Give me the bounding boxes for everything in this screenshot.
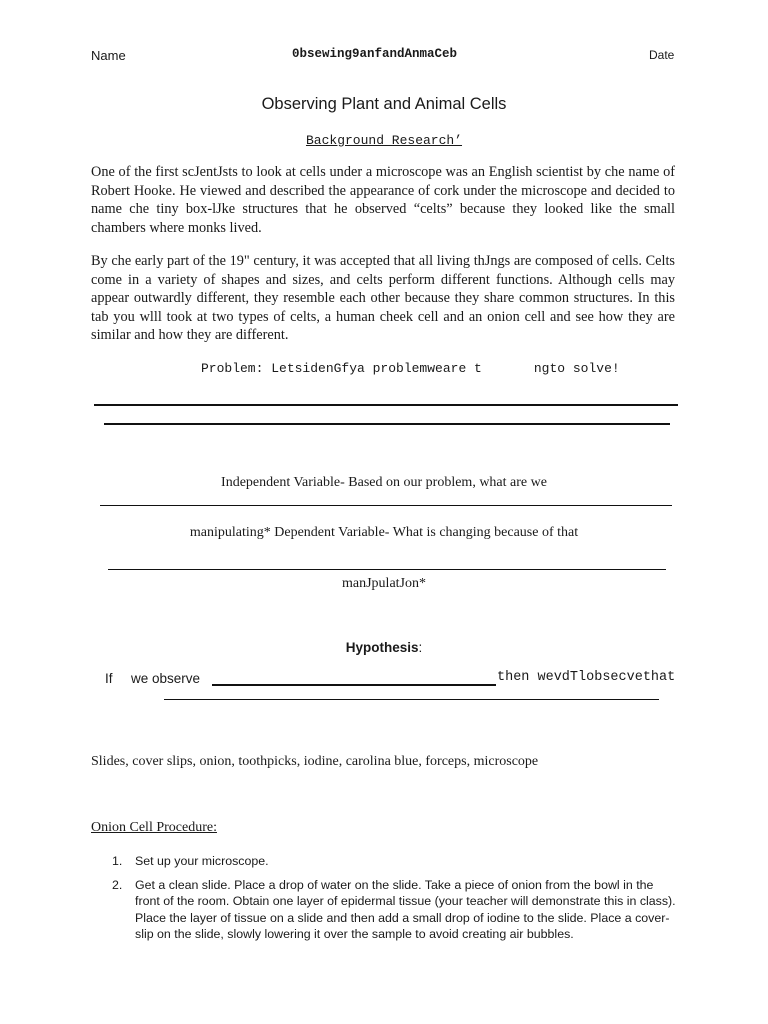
course-code: 0bsewing9anfandAnmaCeb <box>292 47 458 61</box>
background-paragraph-2: By che early part of the 19" century, it was accepted that all living thJngs are composed of cells. Celts come in a variety of shapes and sizes, and celts perform different functions. Although cells may appear outwardly different, they resemble each other because they share common structures. In this tab you wlll took at two types of celts, a human cheek cell and an onion cell and see how they are similar and how they are different. <box>91 253 675 344</box>
hypothesis-then-text: then wevdTlobsecvethat <box>497 670 676 685</box>
page-title: Observing Plant and Animal Cells <box>261 95 507 113</box>
hypothesis-observe-blank[interactable] <box>212 684 496 686</box>
hypothesis-heading <box>0 640 768 655</box>
procedure-step <box>112 853 677 870</box>
hypothesis-if-label: If <box>105 671 113 686</box>
onion-procedure-steps <box>112 853 677 943</box>
step-number: 2. <box>112 877 123 892</box>
step-text: Get a clean slide. Place a drop of water on the slide. Take a piece of onion from the bowl in the front of the room. Obtain one layer of epidermal tissue (your teacher will demonstrate this in class). Place the layer of tissue on a slide and then add a small drop of iodine to the slide. Place a cover-slip on the slide, slowly lowering it over the sample to avoid creating air bubbles. <box>135 877 676 942</box>
hypothesis-answer-line[interactable] <box>164 699 659 700</box>
onion-procedure-heading: Onion Cell Procedure: <box>91 820 217 835</box>
problem-text <box>201 361 620 376</box>
name-label: Name <box>91 48 126 63</box>
manipulation-prompt: manJpulatJon* <box>342 576 426 591</box>
hypothesis-colon: : <box>418 640 423 655</box>
hypothesis-we-observe: we observe <box>131 671 201 686</box>
background-heading: Background Research’ <box>305 133 463 148</box>
problem-answer-line-2[interactable] <box>104 423 670 425</box>
dependent-variable-prompt: manipulating* Dependent Variable- What is changing because of that <box>189 525 579 540</box>
procedure-step <box>112 877 677 943</box>
date-label: Date <box>649 48 675 62</box>
problem-answer-line-1[interactable] <box>94 404 678 406</box>
problem-text-b: ngto solve! <box>533 361 620 376</box>
dependent-variable-answer-line[interactable] <box>108 569 666 570</box>
background-paragraph-1: One of the first scJentJsts to look at cells under a microscope was an English scientist by che name of Robert Hooke. He viewed and described the appearance of cork under the microscope and decided to name che tiny box-lJke structures that he observed “celts” because they looked like the small chambers where monks lived. <box>91 164 675 236</box>
materials-list: Slides, cover slips, onion, toothpicks, iodine, carolina blue, forceps, microscope <box>91 754 539 769</box>
hypothesis-heading-text: Hypothesis <box>345 640 419 655</box>
problem-text-a: Problem: LetsidenGfya problemweare t <box>201 361 482 376</box>
step-text: Set up your microscope. <box>135 854 269 868</box>
step-number: 1. <box>112 854 123 868</box>
independent-variable-prompt: Independent Variable- Based on our problem, what are we <box>221 475 547 490</box>
independent-variable-answer-line[interactable] <box>100 505 672 506</box>
